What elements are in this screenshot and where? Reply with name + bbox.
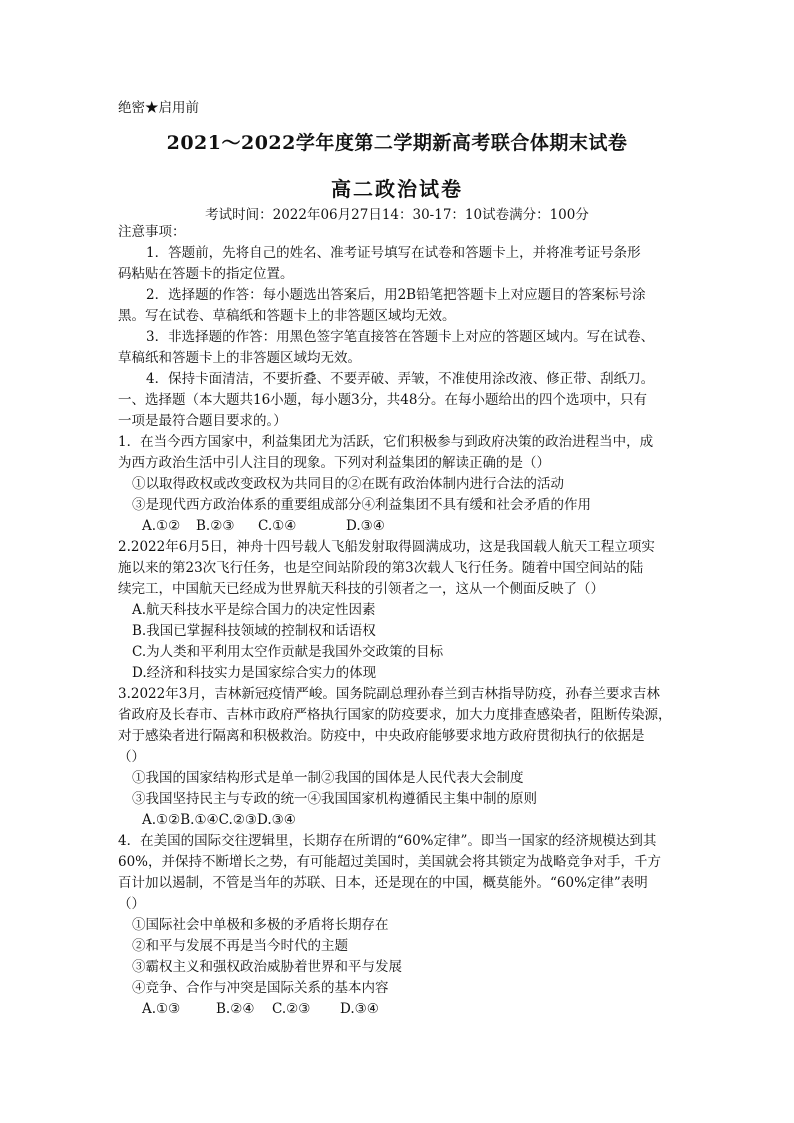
q2-option-d: D.经济和科技实力是国家综合实力的体现 — [132, 665, 377, 681]
q4-choice-a: A.①③ — [142, 1001, 181, 1017]
q3-stem: 3.2022年3月，吉林新冠疫情严峻。国务院副总理孙春兰到吉林指导防疫，孙春兰要求吉林 — [118, 686, 660, 702]
q4-option-4: ④竞争、合作与冲突是国际关系的基本内容 — [132, 980, 389, 996]
section-heading-cont: 一项是最符合题目要求的。） — [118, 413, 287, 429]
q4-stem-cont: 60%，并保持不断增长之势，有可能超过美国时，美国就会将其锁定为战略竞争对手，千方 — [118, 854, 662, 870]
q2-option-c: C.为人类和平利用太空作贡献是我国外交政策的目标 — [132, 644, 444, 660]
q1-choice-b: B.②③ — [196, 518, 235, 534]
q3-stem-cont: （） — [118, 749, 145, 765]
secret-label: 绝密★启用前 — [118, 100, 199, 116]
q2-stem: 2.2022年6月5日，神舟十四号载人飞船发射取得圆满成功，这是我国载人航天工程立项实 — [118, 539, 655, 555]
q4-option-2: ②和平与发展不再是当今时代的主题 — [132, 938, 348, 954]
q2-stem-cont: 续完工，中国航天已经成为世界航天科技的引领者之一，这从一个侧面反映了（） — [118, 581, 604, 597]
q1-choice-c: C.①④ — [258, 518, 297, 534]
q4-option-3: ③霸权主义和强权政治威胁着世界和平与发展 — [132, 959, 402, 975]
notice-item-3-cont: 草稿纸和答题卡上的非答题区域均无效。 — [118, 350, 361, 366]
notice-item-3: 3．非选择题的作答：用黑色签字笔直接答在答题卡上对应的答题区域内。写在试卷、 — [146, 329, 655, 345]
exam-info: 考试时间：2022年06月27日14：30-17：10试卷满分：100分 — [205, 207, 589, 223]
q2-option-b: B.我国已掌握科技领域的控制权和话语权 — [132, 623, 376, 639]
notice-heading: 注意事项： — [118, 224, 186, 240]
q3-option-line: ③我国坚持民主与专政的统一④我国国家机构遵循民主集中制的原则 — [132, 791, 537, 807]
q1-option-line: ①以取得政权或改变政权为共同目的②在既有政治体制内进行合法的活动 — [132, 476, 564, 492]
q4-choice-b: B.②④ — [216, 1001, 255, 1017]
q3-stem-cont: 对于感染者进行隔离和积极救治。防疫中，中央政府能够要求地方政府贯彻执行的依据是 — [118, 728, 645, 744]
notice-item-1: 1．答题前，先将自己的姓名、准考证号填写在试卷和答题卡上，并将准考证号条形 — [146, 245, 641, 261]
exam-title: 2021～2022学年度第二学期新高考联合体期末试卷 — [166, 132, 628, 154]
section-heading: 一、选择题（本大题共16小题，每小题3分，共48分。在每小题给出的四个选项中，只有 — [118, 392, 647, 408]
q3-choices: A.①②B.①④C.②③D.③④ — [142, 812, 296, 828]
q3-option-line: ①我国的国家结构形式是单一制②我国的国体是人民代表大会制度 — [132, 770, 524, 786]
q4-stem-cont: （） — [118, 896, 145, 912]
notice-item-1-cont: 码粘贴在答题卡的指定位置。 — [118, 266, 294, 282]
q2-stem-cont: 施以来的第23次飞行任务，也是空间站阶段的第3次载人飞行任务。随着中国空间站的陆 — [118, 560, 644, 576]
q4-choice-d: D.③④ — [340, 1001, 379, 1017]
q2-option-a: A.航天科技水平是综合国力的决定性因素 — [132, 602, 376, 618]
q1-choice-d: D.③④ — [346, 518, 385, 534]
q1-option-line: ③是现代西方政治体系的重要组成部分④利益集团不具有缓和社会矛盾的作用 — [132, 497, 591, 513]
q1-stem-cont: 为西方政治生活中引人注目的现象。下列对利益集团的解读正确的是（） — [118, 455, 550, 471]
q4-stem-cont: 百计加以遏制，不管是当年的苏联、日本，还是现在的中国，概莫能外。“60%定律”表明 — [118, 875, 648, 891]
q4-option-1: ①国际社会中单极和多极的矛盾将长期存在 — [132, 917, 389, 933]
notice-item-2: 2．选择题的作答：每小题选出答案后，用2B铅笔把答题卡上对应题目的答案标号涂 — [146, 287, 646, 303]
notice-item-4: 4．保持卡面清洁，不要折叠、不要弄破、弄皱，不准使用涂改液、修正带、刮纸刀。 — [146, 371, 655, 387]
q1-choice-a: A.①② — [142, 518, 181, 534]
q3-stem-cont: 省政府及长春市、吉林市政府严格执行国家的防疫要求，加大力度排查感染者，阻断传染源， — [118, 707, 672, 723]
q4-stem: 4．在美国的国际交往逻辑里，长期存在所谓的“60%定律”。即当一国家的经济规模达到其 — [118, 833, 657, 849]
q4-choice-c: C.②③ — [272, 1001, 311, 1017]
q1-stem: 1．在当今西方国家中，利益集团尤为活跃，它们积极参与到政府决策的政治进程当中，成 — [118, 434, 654, 450]
exam-subtitle: 高二政治试卷 — [331, 177, 463, 201]
notice-item-2-cont: 黑。写在试卷、草稿纸和答题卡上的非答题区域均无效。 — [118, 308, 456, 324]
